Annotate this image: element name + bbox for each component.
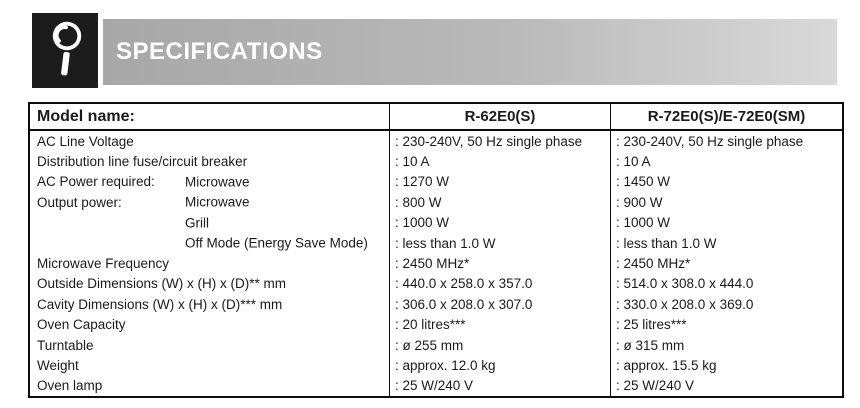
- column-header-r62e0s: R-62E0(S): [390, 104, 611, 129]
- table-row: [30, 294, 842, 314]
- spec-value-r72e0s: : 900 W: [616, 194, 663, 210]
- spec-label: Output power:: [37, 194, 122, 210]
- spec-value-r62e0s: : 25 W/240 V: [390, 376, 611, 396]
- table-row: [30, 151, 842, 171]
- spec-label: Outside Dimensions (W) x (H) x (D)** mm: [37, 276, 287, 292]
- spec-value-r62e0s: : less than 1.0 W: [390, 233, 611, 253]
- spec-value-r62e0s: : 306.0 x 208.0 x 307.0: [390, 294, 611, 314]
- spec-sublabel: Microwave: [185, 194, 250, 210]
- table-row: [30, 335, 842, 355]
- spec-label: Microwave Frequency: [37, 256, 170, 272]
- section-title: SPECIFICATIONS: [116, 38, 323, 65]
- spec-label: Distribution line fuse/circuit breaker: [37, 154, 248, 170]
- spec-value-r72e0s: : 2450 MHz*: [616, 256, 691, 272]
- spec-label: Weight: [37, 357, 79, 373]
- table-row: [30, 233, 842, 253]
- table-header-row: [30, 104, 842, 131]
- spec-value-r72e0s: : 330.0 x 208.0 x 369.0: [616, 296, 754, 312]
- spec-label: Oven Capacity: [37, 317, 126, 333]
- spec-value-r72e0s: : 1450 W: [616, 174, 671, 190]
- column-header-r72e0s: R-72E0(S)/E-72E0(SM): [647, 108, 806, 125]
- spec-value-r62e0s: : 440.0 x 258.0 x 357.0: [390, 274, 611, 294]
- spec-value-r72e0s: : 1000 W: [616, 215, 671, 231]
- table-row: [30, 376, 842, 396]
- spec-value-r62e0s: : 10 A: [390, 151, 611, 171]
- table-row: [30, 131, 842, 151]
- spec-value-r72e0s: : 25 W/240 V: [616, 378, 695, 394]
- magnifier-icon: [37, 14, 93, 87]
- spec-sublabel: Off Mode (Energy Save Mode): [185, 235, 368, 251]
- spec-value-r72e0s: : less than 1.0 W: [616, 235, 717, 251]
- spec-value-r62e0s: : 1000 W: [390, 213, 611, 233]
- spec-value-r62e0s: : approx. 12.0 kg: [390, 355, 611, 375]
- spec-value-r62e0s: : ø 255 mm: [390, 335, 611, 355]
- table-row: [30, 274, 842, 294]
- column-header-model-name: Model name:: [30, 104, 390, 129]
- spec-label: Oven lamp: [37, 378, 103, 394]
- table-body: [30, 131, 842, 396]
- spec-value-r72e0s: : 514.0 x 308.0 x 444.0: [616, 276, 754, 292]
- table-row: [30, 253, 842, 273]
- spec-value-r62e0s: : 1270 W: [390, 172, 611, 192]
- spec-sublabel: Grill: [185, 215, 209, 231]
- spec-value-r62e0s: : 2450 MHz*: [390, 253, 611, 273]
- spec-label: AC Line Voltage: [37, 133, 134, 149]
- table-row: [30, 172, 842, 192]
- section-title-bar: [103, 19, 837, 85]
- spec-value-r72e0s: : approx. 15.5 kg: [616, 357, 717, 373]
- spec-label: Cavity Dimensions (W) x (H) x (D)*** mm: [37, 296, 283, 312]
- spec-label: Turntable: [37, 337, 94, 353]
- spec-value-r62e0s: : 20 litres***: [390, 315, 611, 335]
- section-icon-box: [32, 13, 98, 88]
- table-row: [30, 192, 842, 212]
- spec-value-r62e0s: : 800 W: [390, 192, 611, 212]
- spec-value-r72e0s: : 25 litres***: [616, 317, 687, 333]
- table-row: [30, 355, 842, 375]
- spec-value-r72e0s: : ø 315 mm: [616, 337, 685, 353]
- specifications-table: [28, 102, 844, 398]
- spec-value-r72e0s: : 10 A: [616, 154, 651, 170]
- spec-label: AC Power required:: [37, 174, 155, 190]
- table-row: [30, 213, 842, 233]
- spec-value-r72e0s: : 230-240V, 50 Hz single phase: [616, 133, 804, 149]
- table-row: [30, 315, 842, 335]
- spec-sublabel: Microwave: [185, 174, 250, 190]
- spec-value-r62e0s: : 230-240V, 50 Hz single phase: [390, 131, 611, 151]
